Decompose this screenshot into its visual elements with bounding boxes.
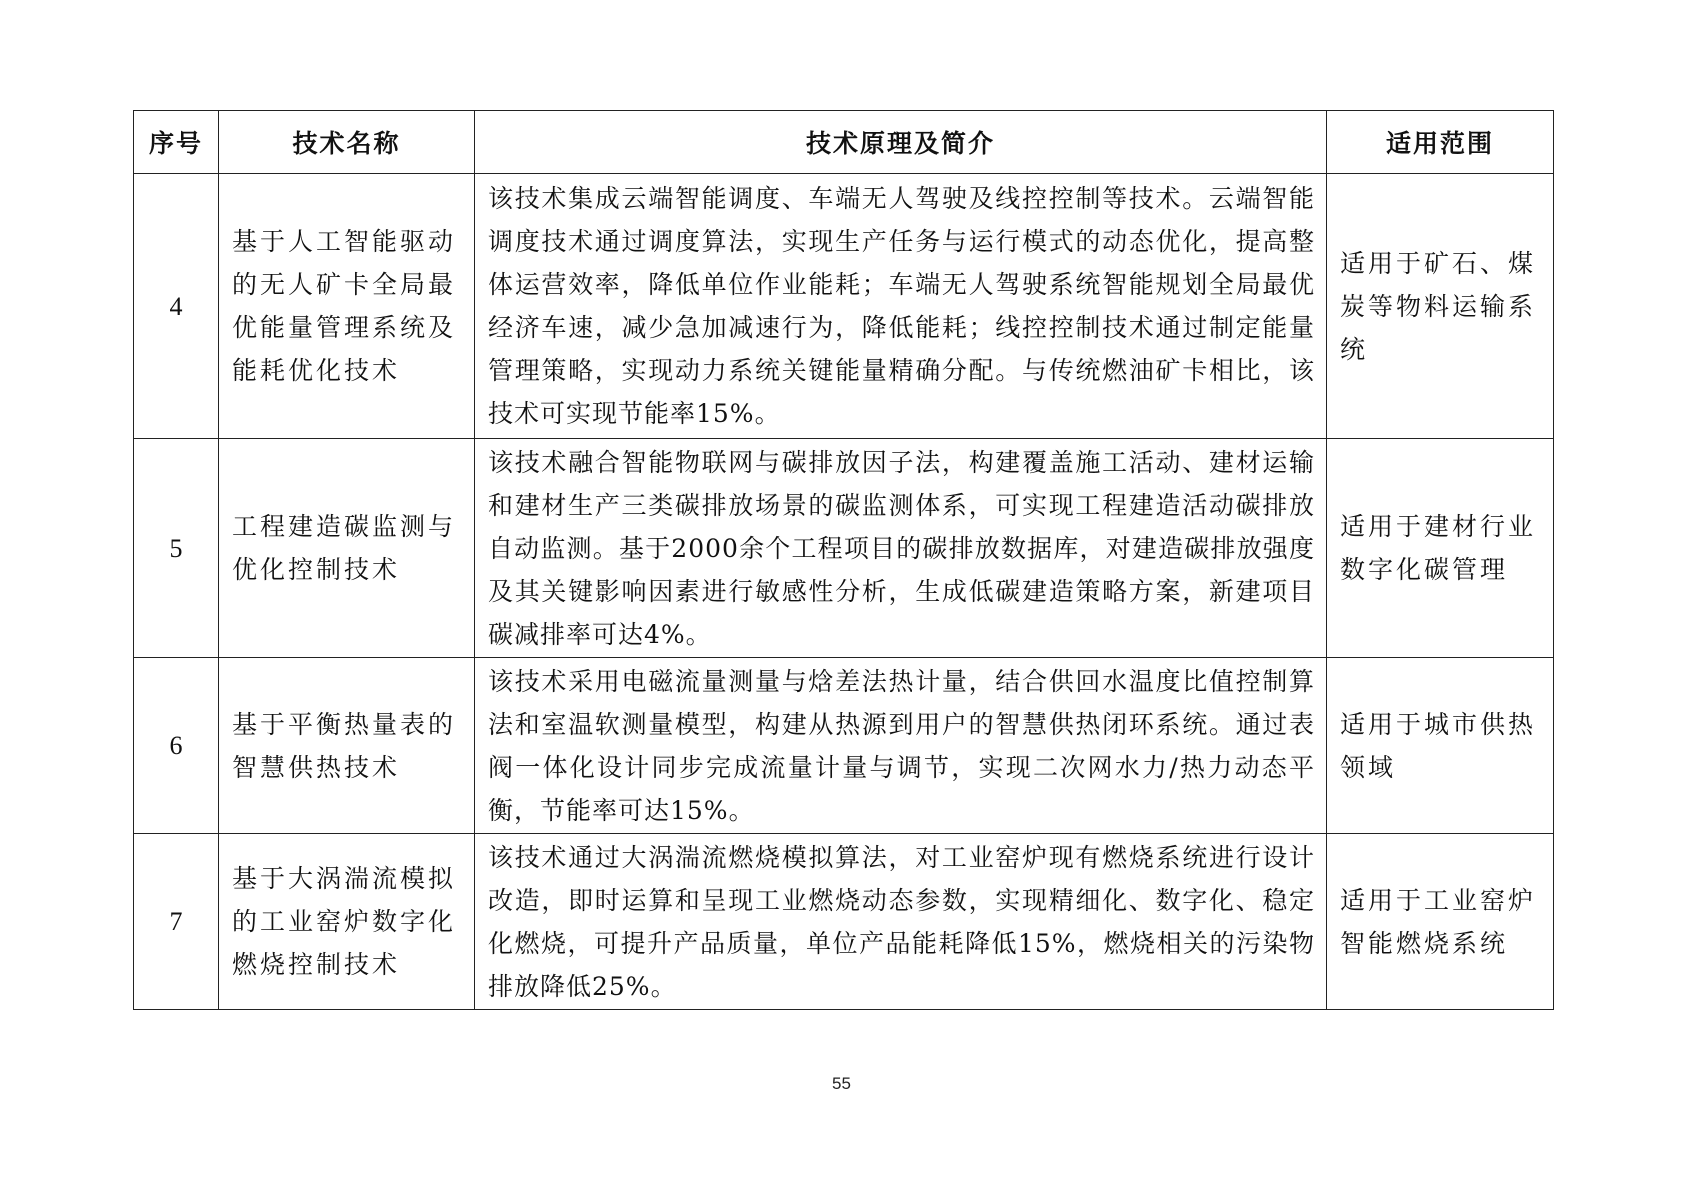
table-row: [134, 834, 1554, 1010]
row-serial-number: 4: [134, 174, 219, 439]
page-number: 55: [832, 1074, 851, 1093]
applicable-scope-text: 适用于工业窑炉智能燃烧系统: [1340, 885, 1537, 958]
technology-name-text: 基于平衡热量表的智慧供热技术: [232, 709, 457, 782]
technology-description-text: 该技术通过大涡湍流燃烧模拟算法，对工业窑炉现有燃烧系统进行设计改造，即时运算和呈现工业燃烧动态参数，实现精细化、数字化、稳定化燃烧，可提升产品质量，单位产品能耗降低15%，燃烧相关的污染物排放降低25%。: [488, 842, 1315, 1001]
applicable-scope-text: 适用于建材行业数字化碳管理: [1340, 512, 1537, 584]
technology-name-text: 工程建造碳监测与优化控制技术: [232, 512, 457, 584]
table-header-row: [134, 111, 1554, 174]
row-technology-description: [475, 658, 1327, 834]
row-applicable-scope: [1327, 658, 1554, 834]
table-row: [134, 439, 1554, 658]
technology-table: [133, 110, 1554, 1010]
table-row: [134, 658, 1554, 834]
table-header: [134, 111, 1554, 174]
applicable-scope-text: 适用于城市供热领域: [1340, 709, 1537, 782]
row-technology-description: [475, 834, 1327, 1010]
row-technology-description: [475, 439, 1327, 658]
header-technology-description: 技术原理及简介: [475, 111, 1327, 174]
applicable-scope-text: 适用于矿石、煤炭等物料运输系统: [1340, 248, 1537, 364]
row-applicable-scope: [1327, 834, 1554, 1010]
row-technology-name: [219, 834, 475, 1010]
row-serial-number: 5: [134, 439, 219, 658]
header-applicable-scope: 适用范围: [1327, 111, 1554, 174]
header-technology-name: 技术名称: [219, 111, 475, 174]
technology-description-text: 该技术融合智能物联网与碳排放因子法，构建覆盖施工活动、建材运输和建材生产三类碳排放场景的碳监测体系，可实现工程建造活动碳排放自动监测。基于2000余个工程项目的碳排放数据库，对建造碳排放强度及其关键影响因素进行敏感性分析，生成低碳建造策略方案，新建项目碳减排率可达4%。: [488, 447, 1315, 649]
row-applicable-scope: [1327, 439, 1554, 658]
row-serial-number: 7: [134, 834, 219, 1010]
technology-name-text: 基于人工智能驱动的无人矿卡全局最优能量管理系统及能耗优化技术: [232, 227, 457, 385]
table-row: [134, 174, 1554, 439]
row-serial-number: 6: [134, 658, 219, 834]
table-body: [134, 174, 1554, 1010]
technology-name-text: 基于大涡湍流模拟的工业窑炉数字化燃烧控制技术: [232, 864, 457, 979]
row-applicable-scope: [1327, 174, 1554, 439]
technology-description-text: 该技术集成云端智能调度、车端无人驾驶及线控控制等技术。云端智能调度技术通过调度算法，实现生产任务与运行模式的动态优化，提高整体运营效率，降低单位作业能耗；车端无人驾驶系统智能规划全局最优经济车速，减少急加减速行为，降低能耗；线控控制技术通过制定能量管理策略，实现动力系统关键能量精确分配。与传统燃油矿卡相比，该技术可实现节能率15%。: [488, 184, 1315, 428]
header-serial-number: 序号: [134, 111, 219, 174]
technology-description-text: 该技术采用电磁流量测量与焓差法热计量，结合供回水温度比值控制算法和室温软测量模型，构建从热源到用户的智慧供热闭环系统。通过表阀一体化设计同步完成流量计量与调节，实现二次网水力/热力动态平衡，节能率可达15%。: [488, 666, 1315, 825]
row-technology-name: [219, 439, 475, 658]
row-technology-description: [475, 174, 1327, 439]
row-technology-name: [219, 174, 475, 439]
row-technology-name: [219, 658, 475, 834]
